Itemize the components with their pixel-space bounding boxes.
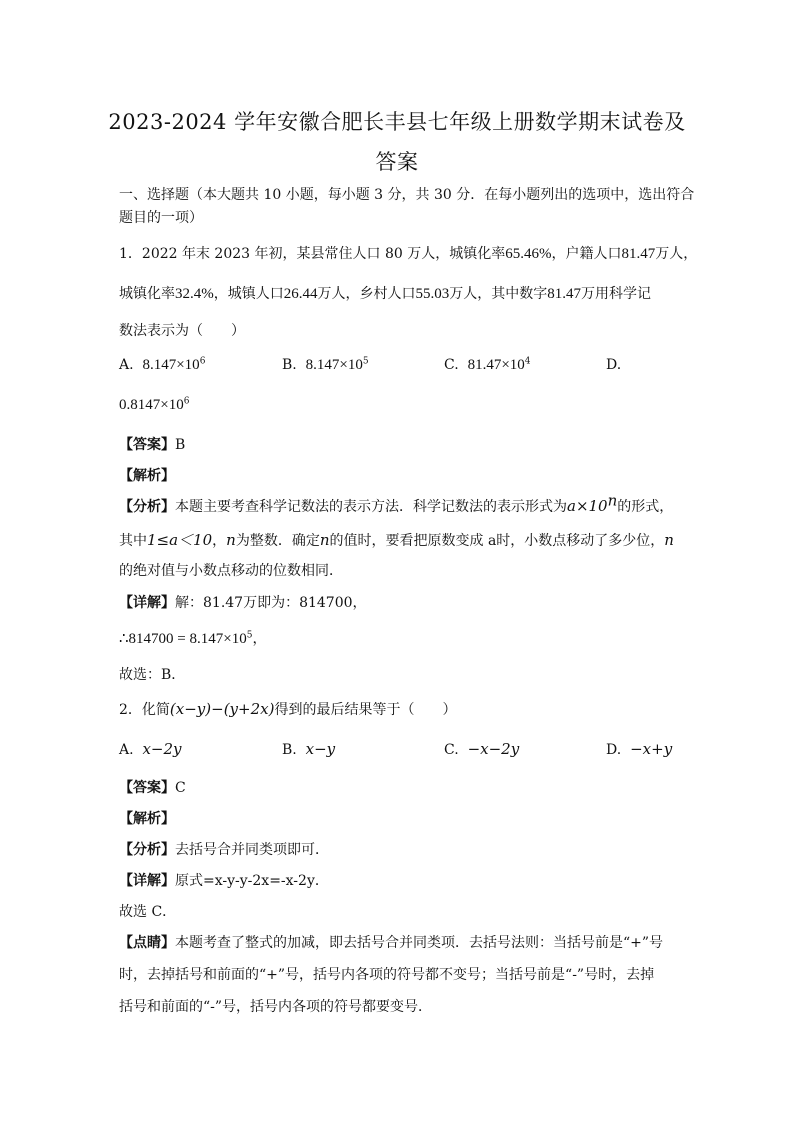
q2-analysis-label: 【解析】 [119,811,175,827]
fenxi-text: ， [212,533,227,549]
option-label: D. [606,357,622,373]
q1-analysis-label: 【解析】 [119,468,175,484]
q1-text: ，户籍人口 [551,246,622,262]
q1-fenxi-line3: 的绝对值与小数点移动的位数相同． [119,563,343,579]
q1-option-d-value [119,397,189,414]
q1-text: 1．2022 年末 2023 年初，某县常住人口 80 万人，城镇化率 [119,246,506,262]
q1-detail-line1 [119,592,367,612]
q1-fenxi-line2 [119,529,674,550]
q1-text: 城镇化率 [119,286,175,302]
option-exponent: 6 [199,356,206,367]
option-label: A. [119,742,134,758]
option-label: C. [444,357,459,373]
detail-formula: ∴814700 = 8.147×10 [119,631,247,647]
q1-number: 55.03 [415,286,450,302]
q1-stem-line2 [119,283,651,303]
fenxi-label: 【分析】 [119,842,175,858]
fenxi-label: 【分析】 [119,499,175,515]
q2-option-a [119,740,182,758]
q2-detail [119,870,329,890]
q1-fenxi-line1 [119,491,674,516]
detail-text: ， [252,631,267,647]
detail-text: 原式=x-y-y-2x=-x-2y． [175,873,329,889]
option-value: x−2y [142,740,182,758]
answer-label: 【答案】 [119,437,175,453]
option-label: B. [282,742,297,758]
q1-text: 万人，乡村人口 [317,286,416,302]
q1-option-d [606,357,621,373]
variable: n [664,531,674,549]
q1-choose: 故选：B． [119,667,186,683]
comment-label: 【点睛】 [119,935,175,951]
q2-expression: (x−y)−(y+2x) [169,700,275,718]
answer-value: B [175,437,186,453]
q1-answer [119,434,185,454]
variable: n [319,531,330,549]
detail-exponent: 5 [246,630,253,641]
answer-value: C [175,780,186,796]
option-value: −x+y [630,740,673,758]
detail-label: 【详解】 [119,873,175,889]
q2-comment-line1 [119,932,663,952]
q2-text: 2．化简 [119,702,170,718]
q2-fenxi [119,839,329,859]
q1-text: ，城镇人口 [213,286,284,302]
q1-number: 26.44 [283,286,318,302]
option-value: x−y [305,740,336,758]
formula: 1≤a＜10 [147,531,213,549]
fenxi-text: 本题主要考查科学记数法的表示方法．科学记数法的表示形式为 [175,499,567,515]
variable: n [226,531,236,549]
fenxi-text: 为整数．确定 [235,533,320,549]
option-value: 0.8147×10 [119,397,184,413]
q1-rate: 65.46% [505,246,552,262]
q1-option-b [282,357,369,374]
option-value: 8.147×10 [142,357,200,373]
section-heading-line1: 一、选择题（本大题共 10 小题，每小题 3 分，共 30 分．在每小题列出的选项中，选出符合 [119,187,695,203]
q1-stem-line1 [119,243,697,263]
q1-option-a [119,357,205,374]
answer-label: 【答案】 [119,780,175,796]
detail-label: 【详解】 [119,595,175,611]
option-exponent: 6 [183,396,190,407]
fenxi-text: 去括号合并同类项即可． [175,842,329,858]
q1-number: 81.47 [621,246,656,262]
section-heading-line2: 题目的一项） [119,210,203,226]
q1-text: 万人， [655,246,698,262]
q2-option-d [606,740,672,758]
q1-text: 万人，其中数字 [449,286,548,302]
q1-detail-line2 [119,628,266,648]
q2-option-c [444,740,519,758]
option-exponent: 4 [524,356,531,367]
option-label: B. [282,357,297,373]
q2-comment-line3: 括号和前面的“-”号，括号内各项的符号都要变号． [119,999,433,1015]
q1-option-c [444,357,531,374]
option-label: A. [119,357,134,373]
doc-title-line2: 答案 [375,150,419,174]
option-value: 8.147×10 [305,357,363,373]
q1-rate: 32.4% [175,286,214,302]
q2-answer [119,777,186,797]
q2-option-b [282,740,335,758]
q1-text: 万用科学记 [581,286,651,302]
q2-comment-line2: 时，去掉括号和前面的“+”号，括号内各项的符号都不变号；当括号前是“-”号时，去掉 [119,967,655,983]
doc-title-line1: 2023-2024 学年安徽合肥长丰县七年级上册数学期末试卷及 [108,110,686,134]
q1-stem-line3: 数法表示为（ ） [119,323,245,339]
formula-exponent: n [607,491,618,510]
q2-text: 得到的最后结果等于（ ） [274,702,457,718]
formula: a×10 [567,497,608,515]
option-value: −x−2y [467,740,520,758]
fenxi-text: 的值时，要看把原数变成 a时，小数点移动了多少位， [329,533,665,549]
q2-choose: 故选 C． [119,904,177,920]
option-value: 81.47×10 [467,357,525,373]
comment-text: 本题考查了整式的加减，即去括号合并同类项．去括号法则：当括号前是“+”号 [175,935,664,951]
option-exponent: 5 [362,356,369,367]
detail-text: 解：81.47万即为：814700， [175,595,367,611]
q1-number: 81.47 [547,286,581,302]
fenxi-text: 其中 [119,533,147,549]
fenxi-text: 的形式， [617,499,674,515]
q2-stem [119,699,456,719]
option-label: C. [444,742,459,758]
option-label: D. [606,742,622,758]
